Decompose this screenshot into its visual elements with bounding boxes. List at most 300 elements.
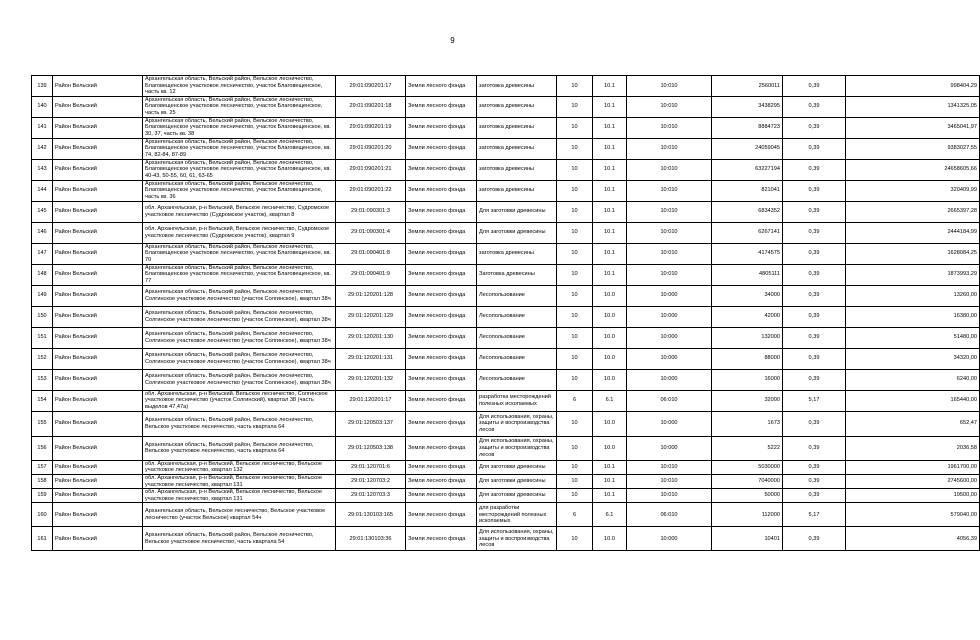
permitted-use-cell: Для использования, охраны, защиты и воспроизводства лесов xyxy=(477,436,557,460)
location-cell: Архангельская область, Вельский район, Вельское лесничество, Вельское участковое лесничество, часть квартала 64 xyxy=(143,436,336,460)
code-group-cell: 10 xyxy=(557,411,593,436)
cadastral-value-cell: 34320,00 xyxy=(846,348,980,369)
row-number: 150 xyxy=(32,306,53,327)
code-subgroup-cell: 10.0 xyxy=(593,436,627,460)
land-category-cell: Земли лесного фонда xyxy=(406,503,477,527)
area-cell: 1673 xyxy=(712,411,783,436)
area-cell: 16000 xyxy=(712,369,783,390)
code-subgroup-cell: 10.0 xyxy=(593,327,627,348)
permitted-use-cell: Для использования, охраны, защиты и воспроизводства лесов xyxy=(477,411,557,436)
land-category-cell: Земли лесного фонда xyxy=(406,201,477,222)
code-subgroup-cell: 10.1 xyxy=(593,201,627,222)
cadastral-value-cell: 51480,00 xyxy=(846,327,980,348)
rate-cell: 0,39 xyxy=(783,285,846,306)
row-number: 158 xyxy=(32,474,53,488)
permitted-use-cell: заготовка древесины xyxy=(477,117,557,138)
land-category-cell: Земли лесного фонда xyxy=(406,369,477,390)
district-cell: Район Вельский xyxy=(53,285,143,306)
area-cell: 42000 xyxy=(712,306,783,327)
permitted-use-cell: для разработки месторождений полезных ископаемых xyxy=(477,503,557,527)
row-number: 149 xyxy=(32,285,53,306)
land-registry-table xyxy=(31,75,980,551)
cadastral-number-cell: 29:01:120201:131 xyxy=(336,348,406,369)
rate-cell: 0,39 xyxy=(783,76,846,97)
code-subgroup-cell: 10.1 xyxy=(593,117,627,138)
code-subgroup-cell: 10.1 xyxy=(593,96,627,117)
table-row xyxy=(32,460,980,474)
permitted-use-cell: заготовка древесины xyxy=(477,243,557,264)
row-number: 154 xyxy=(32,390,53,411)
code-group-cell: 10 xyxy=(557,527,593,551)
code-subgroup-cell: 10.1 xyxy=(593,474,627,488)
location-cell: обл. Архангельская, р-н Вельский, Вельское лесничество, Судромское участковое лесничество (Судромское участок), квартал 9 xyxy=(143,222,336,243)
rate-cell: 0,39 xyxy=(783,138,846,159)
row-number: 155 xyxy=(32,411,53,436)
district-cell: Район Вельский xyxy=(53,222,143,243)
location-cell: Архангельская область, Вельский район, Вельское лесничество, Благовещенское участковое лесничество, участок Благовещенское, часть кв. 25 xyxy=(143,96,336,117)
permitted-use-cell: заготовка древесины xyxy=(477,96,557,117)
code-subgroup-cell: 10.0 xyxy=(593,348,627,369)
land-category-cell: Земли лесного фонда xyxy=(406,411,477,436)
row-number: 146 xyxy=(32,222,53,243)
cadastral-value-cell: 2444184,99 xyxy=(846,222,980,243)
area-cell: 5222 xyxy=(712,436,783,460)
rate-cell: 0,39 xyxy=(783,117,846,138)
rate-cell: 0,39 xyxy=(783,159,846,180)
district-cell: Район Вельский xyxy=(53,138,143,159)
classifier-code-cell: 10:010 xyxy=(627,76,712,97)
location-cell: Архангельская область, Вельский район, Вельское лесничество, Благовещенское участковое лесничество, участок Благовещенское, кв. 74, 82-84, 87-89 xyxy=(143,138,336,159)
permitted-use-cell: Для заготовки древесины xyxy=(477,201,557,222)
code-subgroup-cell: 6.1 xyxy=(593,390,627,411)
table-body xyxy=(32,76,980,551)
row-number: 148 xyxy=(32,264,53,285)
cadastral-value-cell: 1628084,25 xyxy=(846,243,980,264)
classifier-code-cell: 10:010 xyxy=(627,180,712,201)
land-category-cell: Земли лесного фонда xyxy=(406,159,477,180)
row-number: 152 xyxy=(32,348,53,369)
area-cell: 8884723 xyxy=(712,117,783,138)
classifier-code-cell: 06:010 xyxy=(627,390,712,411)
row-number: 139 xyxy=(32,76,53,97)
classifier-code-cell: 10:000 xyxy=(627,306,712,327)
code-group-cell: 6 xyxy=(557,390,593,411)
code-group-cell: 10 xyxy=(557,306,593,327)
area-cell: 3438295 xyxy=(712,96,783,117)
location-cell: Архангельская область, Вельский район, Вельское лесничество, Солгинское участковое лесничество (участок Солгинское), квартал 38ч xyxy=(143,285,336,306)
row-number: 147 xyxy=(32,243,53,264)
code-group-cell: 10 xyxy=(557,243,593,264)
permitted-use-cell: Лесопользование xyxy=(477,348,557,369)
cadastral-value-cell: 1341325,05 xyxy=(846,96,980,117)
cadastral-number-cell: 29:01:090301:3 xyxy=(336,201,406,222)
table-row xyxy=(32,96,980,117)
cadastral-number-cell: 29:01:120201:132 xyxy=(336,369,406,390)
cadastral-value-cell: 165440,00 xyxy=(846,390,980,411)
land-category-cell: Земли лесного фонда xyxy=(406,390,477,411)
rate-cell: 0,39 xyxy=(783,96,846,117)
district-cell: Район Вельский xyxy=(53,180,143,201)
table-row xyxy=(32,222,980,243)
row-number: 161 xyxy=(32,527,53,551)
row-number: 142 xyxy=(32,138,53,159)
code-subgroup-cell: 10.0 xyxy=(593,527,627,551)
classifier-code-cell: 10:010 xyxy=(627,264,712,285)
row-number: 141 xyxy=(32,117,53,138)
location-cell: Архангельская область, Вельский район, Вельское лесничество, Вельское участковое лесничество, часть квартала 54 xyxy=(143,527,336,551)
area-cell: 63227194 xyxy=(712,159,783,180)
rate-cell: 0,39 xyxy=(783,327,846,348)
table-row xyxy=(32,489,980,503)
location-cell: Архангельская область, Вельский район, Вельское лесничество, Благовещенское участковое лесничество, участок Благовещенское, кв. 40-43, 50-55, 60, 61, 63-65 xyxy=(143,159,336,180)
location-cell: обл. Архангельская, р-н Вельский, Вельское лесничество, Вельское участковое лесничество, квартал 131 xyxy=(143,474,336,488)
code-subgroup-cell: 6.1 xyxy=(593,503,627,527)
classifier-code-cell: 10:010 xyxy=(627,159,712,180)
location-cell: Архангельская область, Вельский район, Вельское лесничество, Благовещенское участковое лесничество, участок Благовещенское, часть кв. 36 xyxy=(143,180,336,201)
code-group-cell: 10 xyxy=(557,76,593,97)
code-subgroup-cell: 10.0 xyxy=(593,411,627,436)
cadastral-value-cell: 4056,39 xyxy=(846,527,980,551)
land-category-cell: Земли лесного фонда xyxy=(406,264,477,285)
location-cell: обл. Архангельская, р-н Вельский, Вельское лесничество, Солгинское участковое лесничество (участок Солгинский), квартал 38 (часть выделов 47,47а) xyxy=(143,390,336,411)
cadastral-number-cell: 29:01:120503:137 xyxy=(336,411,406,436)
code-subgroup-cell: 10.1 xyxy=(593,180,627,201)
district-cell: Район Вельский xyxy=(53,76,143,97)
cadastral-value-cell: 1873993,29 xyxy=(846,264,980,285)
code-subgroup-cell: 10.0 xyxy=(593,306,627,327)
rate-cell: 0,39 xyxy=(783,411,846,436)
table-row xyxy=(32,76,980,97)
location-cell: обл. Архангельская, р-н Вельский, Вельское лесничество, Вельское участковое лесничество, квартал 132 xyxy=(143,460,336,474)
cadastral-value-cell: 652,47 xyxy=(846,411,980,436)
classifier-code-cell: 10:010 xyxy=(627,96,712,117)
row-number: 145 xyxy=(32,201,53,222)
permitted-use-cell: заготовка древесины xyxy=(477,138,557,159)
location-cell: Архангельская область, Вельское лесничество, Вельское участковое лесничество (участок Вельское) квартал 54ч xyxy=(143,503,336,527)
land-category-cell: Земли лесного фонда xyxy=(406,285,477,306)
row-number: 151 xyxy=(32,327,53,348)
cadastral-value-cell: 998404,29 xyxy=(846,76,980,97)
table-row xyxy=(32,527,980,551)
cadastral-number-cell: 29:01:130103:165 xyxy=(336,503,406,527)
code-subgroup-cell: 10.1 xyxy=(593,489,627,503)
permitted-use-cell: Для заготовки древесины xyxy=(477,222,557,243)
land-category-cell: Земли лесного фонда xyxy=(406,222,477,243)
code-subgroup-cell: 10.0 xyxy=(593,369,627,390)
code-subgroup-cell: 10.1 xyxy=(593,243,627,264)
area-cell: 50000 xyxy=(712,489,783,503)
district-cell: Район Вельский xyxy=(53,327,143,348)
permitted-use-cell: заготовка древесины xyxy=(477,180,557,201)
classifier-code-cell: 10:000 xyxy=(627,285,712,306)
rate-cell: 0,39 xyxy=(783,222,846,243)
classifier-code-cell: 10:000 xyxy=(627,411,712,436)
table-row xyxy=(32,327,980,348)
location-cell: Архангельская область, Вельский район, Вельское лесничество, Благовещенское участковое лесничество, участок Благовещенское, часть кв. 12 xyxy=(143,76,336,97)
area-cell: 6834352 xyxy=(712,201,783,222)
location-cell: Архангельская область, Вельский район, Вельское лесничество, Благовещенское участковое лесничество, участок Благовещенское, кв. 30, 37, часть кв. 38 xyxy=(143,117,336,138)
district-cell: Район Вельский xyxy=(53,243,143,264)
code-subgroup-cell: 10.1 xyxy=(593,138,627,159)
cadastral-value-cell: 24658605,66 xyxy=(846,159,980,180)
code-subgroup-cell: 10.1 xyxy=(593,76,627,97)
table-row xyxy=(32,264,980,285)
row-number: 159 xyxy=(32,489,53,503)
code-group-cell: 10 xyxy=(557,201,593,222)
permitted-use-cell: Для использования, охраны, защиты и воспроизводства лесов xyxy=(477,527,557,551)
district-cell: Район Вельский xyxy=(53,503,143,527)
cadastral-number-cell: 29:01:090201:17 xyxy=(336,76,406,97)
permitted-use-cell: заготовка древесины xyxy=(477,159,557,180)
table-row xyxy=(32,436,980,460)
row-number: 157 xyxy=(32,460,53,474)
code-group-cell: 10 xyxy=(557,222,593,243)
cadastral-number-cell: 29:01:090201:20 xyxy=(336,138,406,159)
rate-cell: 0,39 xyxy=(783,180,846,201)
rate-cell: 0,39 xyxy=(783,527,846,551)
cadastral-number-cell: 29:01:130103:36 xyxy=(336,527,406,551)
land-category-cell: Земли лесного фонда xyxy=(406,460,477,474)
cadastral-number-cell: 29:01:090201:19 xyxy=(336,117,406,138)
district-cell: Район Вельский xyxy=(53,306,143,327)
row-number: 160 xyxy=(32,503,53,527)
permitted-use-cell: заготовка древесины xyxy=(477,76,557,97)
classifier-code-cell: 10:010 xyxy=(627,222,712,243)
cadastral-number-cell: 29:01:090201:21 xyxy=(336,159,406,180)
location-cell: Архангельская область, Вельский район, Вельское лесничество, Благовещенское участковое лесничество, участок Благовещенское, кв. 77 xyxy=(143,264,336,285)
location-cell: Архангельская область, Вельский район, Вельское лесничество, Солгинское участковое лесничество (участок Солгинское), квартал 38ч xyxy=(143,327,336,348)
code-group-cell: 10 xyxy=(557,327,593,348)
classifier-code-cell: 10:000 xyxy=(627,348,712,369)
row-number: 143 xyxy=(32,159,53,180)
land-category-cell: Земли лесного фонда xyxy=(406,180,477,201)
cadastral-value-cell: 579040,00 xyxy=(846,503,980,527)
table-row xyxy=(32,180,980,201)
classifier-code-cell: 10:010 xyxy=(627,243,712,264)
permitted-use-cell: Для заготовки древесины xyxy=(477,474,557,488)
code-group-cell: 10 xyxy=(557,96,593,117)
code-group-cell: 10 xyxy=(557,369,593,390)
rate-cell: 0,39 xyxy=(783,264,846,285)
cadastral-value-cell: 9383027,55 xyxy=(846,138,980,159)
classifier-code-cell: 10:010 xyxy=(627,201,712,222)
permitted-use-cell: Лесопользование xyxy=(477,327,557,348)
code-group-cell: 10 xyxy=(557,117,593,138)
cadastral-value-cell: 16380,00 xyxy=(846,306,980,327)
rate-cell: 0,39 xyxy=(783,243,846,264)
location-cell: обл. Архангельская, р-н Вельский, Вельское лесничество, Судромское участковое лесничество (Судромское участок), квартал 8 xyxy=(143,201,336,222)
land-category-cell: Земли лесного фонда xyxy=(406,348,477,369)
cadastral-value-cell: 19500,00 xyxy=(846,489,980,503)
code-subgroup-cell: 10.1 xyxy=(593,159,627,180)
land-category-cell: Земли лесного фонда xyxy=(406,527,477,551)
district-cell: Район Вельский xyxy=(53,460,143,474)
cadastral-number-cell: 29:01:120503:138 xyxy=(336,436,406,460)
cadastral-number-cell: 29:01:120201:129 xyxy=(336,306,406,327)
classifier-code-cell: 10:010 xyxy=(627,489,712,503)
permitted-use-cell: Для заготовки древесины xyxy=(477,460,557,474)
table-row xyxy=(32,159,980,180)
table-row xyxy=(32,348,980,369)
district-cell: Район Вельский xyxy=(53,264,143,285)
table-row xyxy=(32,411,980,436)
land-category-cell: Земли лесного фонда xyxy=(406,117,477,138)
code-group-cell: 10 xyxy=(557,138,593,159)
permitted-use-cell: разработка месторождений полезных ископаемых xyxy=(477,390,557,411)
row-number: 144 xyxy=(32,180,53,201)
permitted-use-cell: Лесопользование xyxy=(477,369,557,390)
classifier-code-cell: 10:000 xyxy=(627,369,712,390)
location-cell: Архангельская область, Вельский район, Вельское лесничество, Солгинское участковое лесничество (участок Солгинское), квартал 38ч xyxy=(143,369,336,390)
cadastral-value-cell: 1961700,00 xyxy=(846,460,980,474)
land-category-cell: Земли лесного фонда xyxy=(406,96,477,117)
district-cell: Район Вельский xyxy=(53,369,143,390)
location-cell: Архангельская область, Вельский район, Вельское лесничество, Благовещенское участковое лесничество, участок Благовещенское, кв. 70 xyxy=(143,243,336,264)
cadastral-number-cell: 29:01:120703:3 xyxy=(336,489,406,503)
permitted-use-cell: Заготовка древесины xyxy=(477,264,557,285)
code-subgroup-cell: 10.1 xyxy=(593,264,627,285)
cadastral-value-cell: 6240,00 xyxy=(846,369,980,390)
rate-cell: 0,39 xyxy=(783,436,846,460)
row-number: 140 xyxy=(32,96,53,117)
area-cell: 34000 xyxy=(712,285,783,306)
table-row xyxy=(32,243,980,264)
area-cell: 7040000 xyxy=(712,474,783,488)
code-group-cell: 10 xyxy=(557,159,593,180)
table-row xyxy=(32,285,980,306)
table-row xyxy=(32,474,980,488)
rate-cell: 0,39 xyxy=(783,460,846,474)
code-group-cell: 10 xyxy=(557,474,593,488)
rate-cell: 0,39 xyxy=(783,348,846,369)
district-cell: Район Вельский xyxy=(53,159,143,180)
district-cell: Район Вельский xyxy=(53,348,143,369)
area-cell: 10401 xyxy=(712,527,783,551)
code-group-cell: 10 xyxy=(557,436,593,460)
land-category-cell: Земли лесного фонда xyxy=(406,474,477,488)
cadastral-value-cell: 2665397,28 xyxy=(846,201,980,222)
code-subgroup-cell: 10.0 xyxy=(593,285,627,306)
table-row xyxy=(32,117,980,138)
rate-cell: 0,39 xyxy=(783,369,846,390)
table-row xyxy=(32,390,980,411)
area-cell: 24059045 xyxy=(712,138,783,159)
location-cell: Архангельская область, Вельский район, Вельское лесничество, Солгинское участковое лесничество (участок Солгинское), квартал 38ч xyxy=(143,348,336,369)
land-category-cell: Земли лесного фонда xyxy=(406,327,477,348)
location-cell: Архангельская область, Вельский район, Вельское лесничество, Солгинское участковое лесничество (участок Солгинское), квартал 38ч xyxy=(143,306,336,327)
cadastral-number-cell: 29:01:090401:9 xyxy=(336,264,406,285)
classifier-code-cell: 10:000 xyxy=(627,527,712,551)
cadastral-number-cell: 29:01:120201:130 xyxy=(336,327,406,348)
table-row xyxy=(32,369,980,390)
classifier-code-cell: 10:000 xyxy=(627,436,712,460)
cadastral-number-cell: 29:01:120703:2 xyxy=(336,474,406,488)
district-cell: Район Вельский xyxy=(53,411,143,436)
row-number: 153 xyxy=(32,369,53,390)
cadastral-value-cell: 13260,00 xyxy=(846,285,980,306)
code-subgroup-cell: 10.1 xyxy=(593,222,627,243)
code-group-cell: 10 xyxy=(557,489,593,503)
area-cell: 112000 xyxy=(712,503,783,527)
district-cell: Район Вельский xyxy=(53,390,143,411)
code-group-cell: 10 xyxy=(557,264,593,285)
table-row xyxy=(32,306,980,327)
cadastral-number-cell: 29:01:090301:4 xyxy=(336,222,406,243)
area-cell: 5030000 xyxy=(712,460,783,474)
district-cell: Район Вельский xyxy=(53,489,143,503)
cadastral-number-cell: 29:01:120201:128 xyxy=(336,285,406,306)
land-category-cell: Земли лесного фонда xyxy=(406,243,477,264)
cadastral-value-cell: 320409,99 xyxy=(846,180,980,201)
area-cell: 6267141 xyxy=(712,222,783,243)
code-group-cell: 10 xyxy=(557,285,593,306)
district-cell: Район Вельский xyxy=(53,436,143,460)
rate-cell: 0,39 xyxy=(783,306,846,327)
permitted-use-cell: Для заготовки древесины xyxy=(477,489,557,503)
location-cell: обл. Архангельская, р-н Вельский, Вельское лесничество, Вельское участковое лесничество, квартал 131 xyxy=(143,489,336,503)
table-row xyxy=(32,138,980,159)
area-cell: 4174575 xyxy=(712,243,783,264)
location-cell: Архангельская область, Вельский район, Вельское лесничество, Вельское участковое лесничество, часть квартала 64 xyxy=(143,411,336,436)
area-cell: 821041 xyxy=(712,180,783,201)
area-cell: 132000 xyxy=(712,327,783,348)
permitted-use-cell: Лесопользование xyxy=(477,285,557,306)
area-cell: 32000 xyxy=(712,390,783,411)
district-cell: Район Вельский xyxy=(53,201,143,222)
code-group-cell: 10 xyxy=(557,460,593,474)
district-cell: Район Вельский xyxy=(53,527,143,551)
rate-cell: 0,39 xyxy=(783,489,846,503)
land-category-cell: Земли лесного фонда xyxy=(406,436,477,460)
area-cell: 4805111 xyxy=(712,264,783,285)
code-group-cell: 10 xyxy=(557,348,593,369)
table-row xyxy=(32,503,980,527)
classifier-code-cell: 10:010 xyxy=(627,474,712,488)
cadastral-value-cell: 2745600,00 xyxy=(846,474,980,488)
table-row xyxy=(32,201,980,222)
cadastral-number-cell: 29:01:120201:17 xyxy=(336,390,406,411)
classifier-code-cell: 10:010 xyxy=(627,138,712,159)
cadastral-number-cell: 29:01:090401:8 xyxy=(336,243,406,264)
classifier-code-cell: 10:010 xyxy=(627,460,712,474)
code-group-cell: 6 xyxy=(557,503,593,527)
code-subgroup-cell: 10.1 xyxy=(593,460,627,474)
classifier-code-cell: 10:000 xyxy=(627,327,712,348)
page-number: 9 xyxy=(450,36,455,45)
cadastral-number-cell: 29:01:090201:22 xyxy=(336,180,406,201)
district-cell: Район Вельский xyxy=(53,117,143,138)
cadastral-value-cell: 2036,58 xyxy=(846,436,980,460)
code-group-cell: 10 xyxy=(557,180,593,201)
area-cell: 88000 xyxy=(712,348,783,369)
land-category-cell: Земли лесного фонда xyxy=(406,306,477,327)
permitted-use-cell: Лесопользование xyxy=(477,306,557,327)
land-category-cell: Земли лесного фонда xyxy=(406,76,477,97)
district-cell: Район Вельский xyxy=(53,474,143,488)
rate-cell: 5,17 xyxy=(783,390,846,411)
cadastral-number-cell: 29:01:120701:6 xyxy=(336,460,406,474)
rate-cell: 0,39 xyxy=(783,201,846,222)
land-category-cell: Земли лесного фонда xyxy=(406,138,477,159)
cadastral-value-cell: 3465041,97 xyxy=(846,117,980,138)
classifier-code-cell: 10:010 xyxy=(627,117,712,138)
rate-cell: 0,39 xyxy=(783,474,846,488)
land-category-cell: Земли лесного фонда xyxy=(406,489,477,503)
classifier-code-cell: 06:010 xyxy=(627,503,712,527)
district-cell: Район Вельский xyxy=(53,96,143,117)
row-number: 156 xyxy=(32,436,53,460)
cadastral-number-cell: 29:01:090201:18 xyxy=(336,96,406,117)
